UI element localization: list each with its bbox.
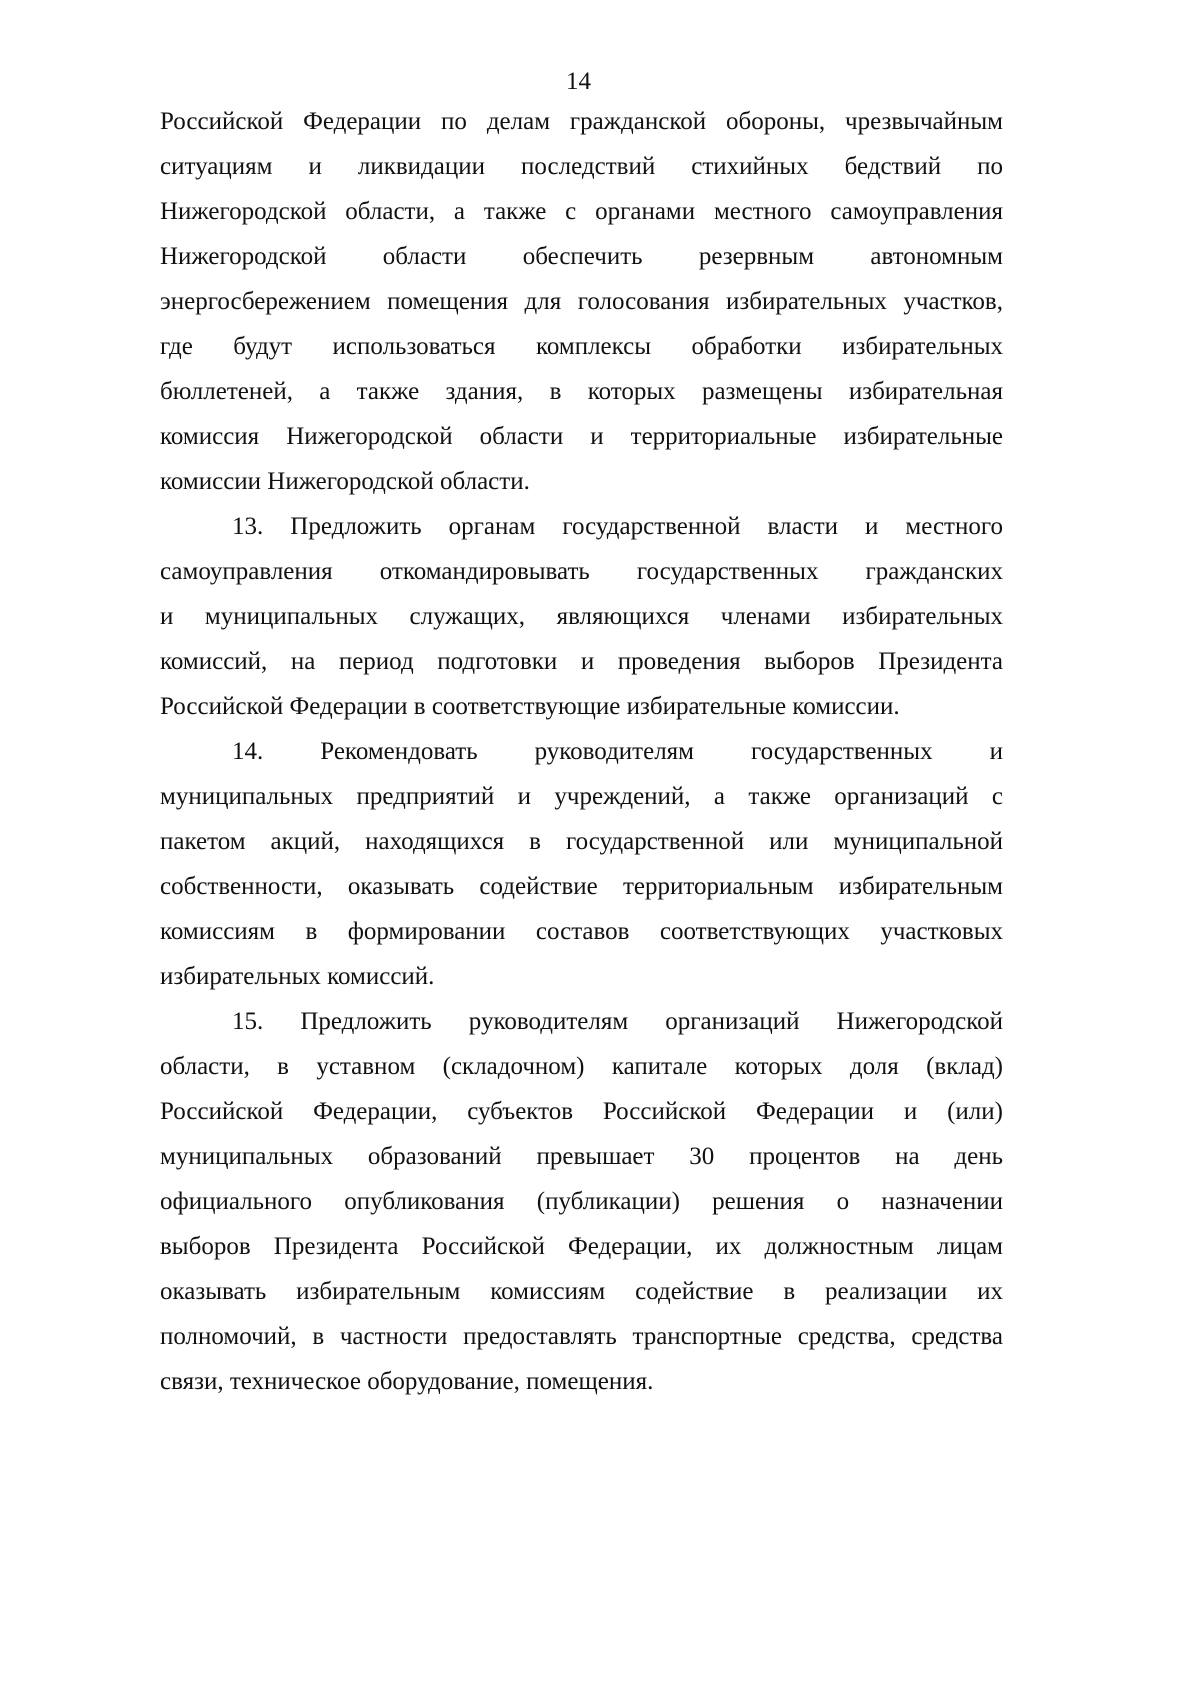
- text-line: выборов Президента Российской Федерации, их должностным лицам: [160, 1233, 1003, 1260]
- paragraph: [160, 104, 1003, 509]
- document-body: [160, 104, 1003, 1409]
- text-line: Нижегородской области, а также с органами местного самоуправления: [160, 198, 1003, 225]
- text-line: области, в уставном (складочном) капитале которых доля (вклад): [160, 1053, 1003, 1080]
- text-line: избирательных комиссий.: [160, 963, 435, 990]
- text-line: официального опубликования (публикации) решения о назначении: [160, 1188, 1003, 1215]
- text-line: собственности, оказывать содействие территориальным избирательным: [160, 873, 1003, 900]
- text-line: где будут использоваться комплексы обработки избирательных: [160, 333, 1003, 360]
- text-line: комиссиям в формировании составов соответствующих участковых: [160, 918, 1003, 945]
- text-line: и муниципальных служащих, являющихся членами избирательных: [160, 603, 1003, 630]
- text-line: муниципальных образований превышает 30 процентов на день: [160, 1143, 1003, 1170]
- text-line: Нижегородской области обеспечить резервным автономным: [160, 243, 1003, 270]
- paragraph: [160, 1004, 1003, 1409]
- text-line: комиссии Нижегородской области.: [160, 468, 530, 495]
- text-line: Российской Федерации, субъектов Российской Федерации и (или): [160, 1098, 1003, 1125]
- text-line: ситуациям и ликвидации последствий стихийных бедствий по: [160, 153, 1003, 180]
- text-line: 13. Предложить органам государственной власти и местного: [232, 513, 1003, 540]
- text-line: пакетом акций, находящихся в государственной или муниципальной: [160, 828, 1003, 855]
- page-number: 14: [566, 68, 591, 95]
- text-line: полномочий, в частности предоставлять транспортные средства, средства: [160, 1323, 1003, 1350]
- text-line: Российской Федерации по делам гражданской обороны, чрезвычайным: [160, 108, 1003, 135]
- text-line: комиссия Нижегородской области и территориальные избирательные: [160, 423, 1003, 450]
- text-line: комиссий, на период подготовки и проведения выборов Президента: [160, 648, 1003, 675]
- text-line: муниципальных предприятий и учреждений, а также организаций с: [160, 783, 1003, 810]
- paragraph: [160, 509, 1003, 734]
- text-line: оказывать избирательным комиссиям содействие в реализации их: [160, 1278, 1003, 1305]
- paragraph: [160, 734, 1003, 1004]
- text-line: связи, техническое оборудование, помещения.: [160, 1368, 654, 1395]
- text-line: самоуправления откомандировывать государственных гражданских: [160, 558, 1003, 585]
- text-line: энергосбережением помещения для голосования избирательных участков,: [160, 288, 1003, 315]
- text-line: 14. Рекомендовать руководителям государственных и: [232, 738, 1003, 765]
- text-line: 15. Предложить руководителям организаций Нижегородской: [232, 1008, 1003, 1035]
- text-line: Российской Федерации в соответствующие избирательные комиссии.: [160, 693, 900, 720]
- text-line: бюллетеней, а также здания, в которых размещены избирательная: [160, 378, 1003, 405]
